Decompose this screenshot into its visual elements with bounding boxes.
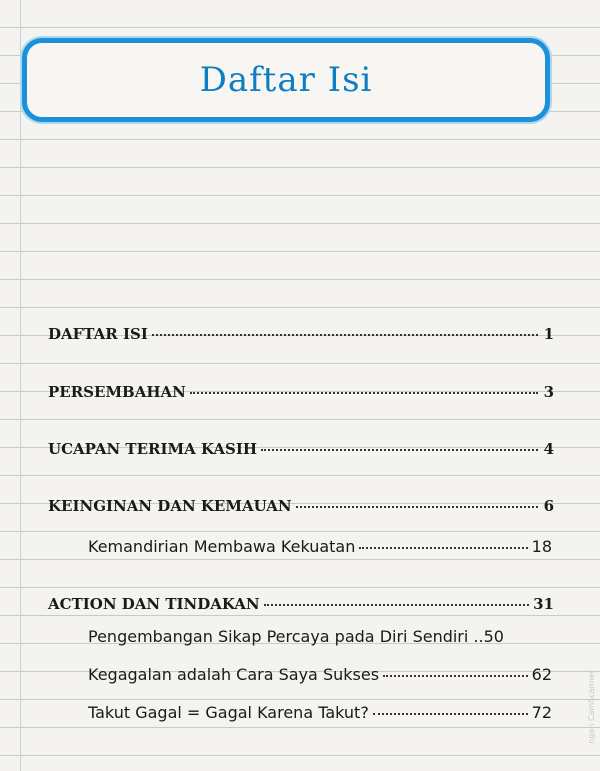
toc-dot-leader [152,334,538,336]
toc-entry-label: Kegagalan adalah Cara Saya Sukses [88,665,380,684]
toc-entry-page: 1 [543,325,554,343]
toc-entry-ucapan-terima-kasih [48,440,554,458]
toc-entry-page: 4 [543,440,554,458]
page-margin-line [20,0,21,771]
toc-entry-label: ACTION DAN TINDAKAN [48,595,260,613]
toc-entry-page: 6 [543,497,554,515]
toc-entry-pengembangan-sikap [88,627,552,646]
toc-entry-action-dan-tindakan [48,595,554,613]
toc-entry-page: 3 [543,383,554,401]
page-title: Daftar Isi [199,60,373,100]
toc-dot-leader [373,713,528,715]
toc-entry-label: KEINGINAN DAN KEMAUAN [48,497,292,515]
toc-entry-page: 50 [483,627,504,646]
title-box [22,38,550,122]
toc-dot-leader [383,675,528,677]
toc-entry-kemandirian [88,537,552,556]
toc-entry-takut-gagal [88,703,552,722]
toc-entry-page: 72 [531,703,552,722]
toc-entry-label: PERSEMBAHAN [48,383,186,401]
toc-entry-page: 31 [533,595,554,613]
toc-entry-label: Kemandirian Membawa Kekuatan [88,537,356,556]
toc-entry-label: Pengembangan Sikap Percaya pada Diri Sendiri .. [88,627,484,646]
scanner-watermark: ngan CamScanner [587,670,596,744]
toc-entry-daftar-isi [48,325,554,343]
toc-entry-kegagalan [88,665,552,684]
toc-entry-label: DAFTAR ISI [48,325,148,343]
toc-entry-page: 62 [531,665,552,684]
toc-entry-keinginan-dan-kemauan [48,497,554,515]
toc-entry-label: UCAPAN TERIMA KASIH [48,440,258,458]
toc-dot-leader [264,604,529,606]
toc-entry-page: 18 [531,537,552,556]
toc-dot-leader [261,449,538,451]
toc-entry-persembahan [48,383,554,401]
toc-dot-leader [190,392,538,394]
toc-dot-leader [359,547,527,549]
toc-dot-leader [296,506,538,508]
toc-entry-label: Takut Gagal = Gagal Karena Takut? [88,703,369,722]
